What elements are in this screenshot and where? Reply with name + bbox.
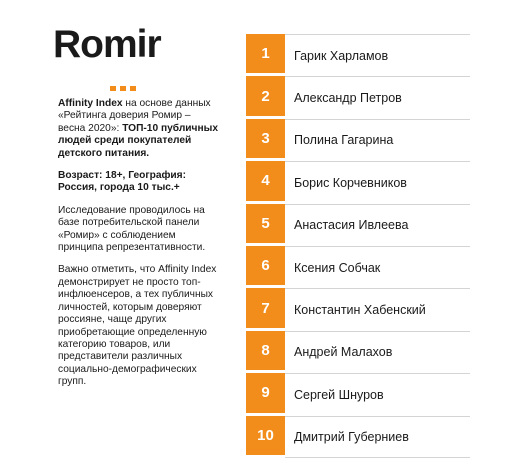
rank-number: 6 (246, 246, 285, 288)
person-name: Гарик Харламов (285, 34, 470, 76)
ranking-row (246, 76, 470, 118)
ranking-row (246, 34, 470, 76)
affinity-index-label: Affinity Index (58, 98, 123, 109)
rank-number: 7 (246, 288, 285, 330)
ranking-list (246, 34, 470, 458)
rank-number: 10 (246, 416, 285, 458)
person-name: Андрей Малахов (285, 331, 470, 373)
rank-number: 9 (246, 373, 285, 415)
intro-text: на основе данных «Рейтинга доверия Ромир – весна 2020»: (58, 98, 211, 134)
description-column (58, 98, 220, 399)
audience-text: Возраст: 18+, География: Россия, города 10 тыс.+ (58, 170, 187, 194)
rank-number: 8 (246, 331, 285, 373)
person-name: Борис Корчевников (285, 161, 470, 203)
methodology-paragraph: Исследование проводилось на базе потребительской панели «Ромир» с соблюдением принципа репрезентативности. (58, 204, 206, 254)
ranking-row (246, 161, 470, 203)
rank-number: 4 (246, 161, 285, 203)
note-paragraph: Важно отметить, что Affinity Index демонстрирует не просто топ-инфлюенсеров, а тех публичных личностей, которым доверяют россияне, чаще других приобретающие определенную категорию товаров, или представители различных социально-демографических групп. (58, 264, 217, 388)
romir-logo (53, 22, 183, 77)
rank-number: 5 (246, 204, 285, 246)
audience-paragraph (58, 170, 220, 195)
logo-dot (110, 86, 116, 91)
person-name: Константин Хабенский (285, 288, 470, 330)
person-name: Анастасия Ивлеева (285, 204, 470, 246)
rank-number: 2 (246, 76, 285, 118)
rank-number: 3 (246, 119, 285, 161)
person-name: Сергей Шнуров (285, 373, 470, 415)
logo-wordmark: Romir (53, 23, 161, 66)
rank-number: 1 (246, 34, 285, 76)
logo-dot (130, 86, 136, 91)
person-name: Александр Петров (285, 76, 470, 118)
ranking-row (246, 373, 470, 415)
logo-dots (110, 86, 136, 91)
ranking-row (246, 416, 470, 458)
person-name: Ксения Собчак (285, 246, 470, 288)
person-name: Дмитрий Губерниев (285, 416, 470, 458)
top10-heading: ТОП-10 публичных людей среди покупателей детского питания. (58, 122, 218, 159)
logo-dot (120, 86, 126, 91)
ranking-row (246, 119, 470, 161)
ranking-row (246, 288, 470, 330)
ranking-row (246, 204, 470, 246)
intro-paragraph (58, 98, 220, 160)
ranking-row (246, 246, 470, 288)
ranking-row (246, 331, 470, 373)
person-name: Полина Гагарина (285, 119, 470, 161)
